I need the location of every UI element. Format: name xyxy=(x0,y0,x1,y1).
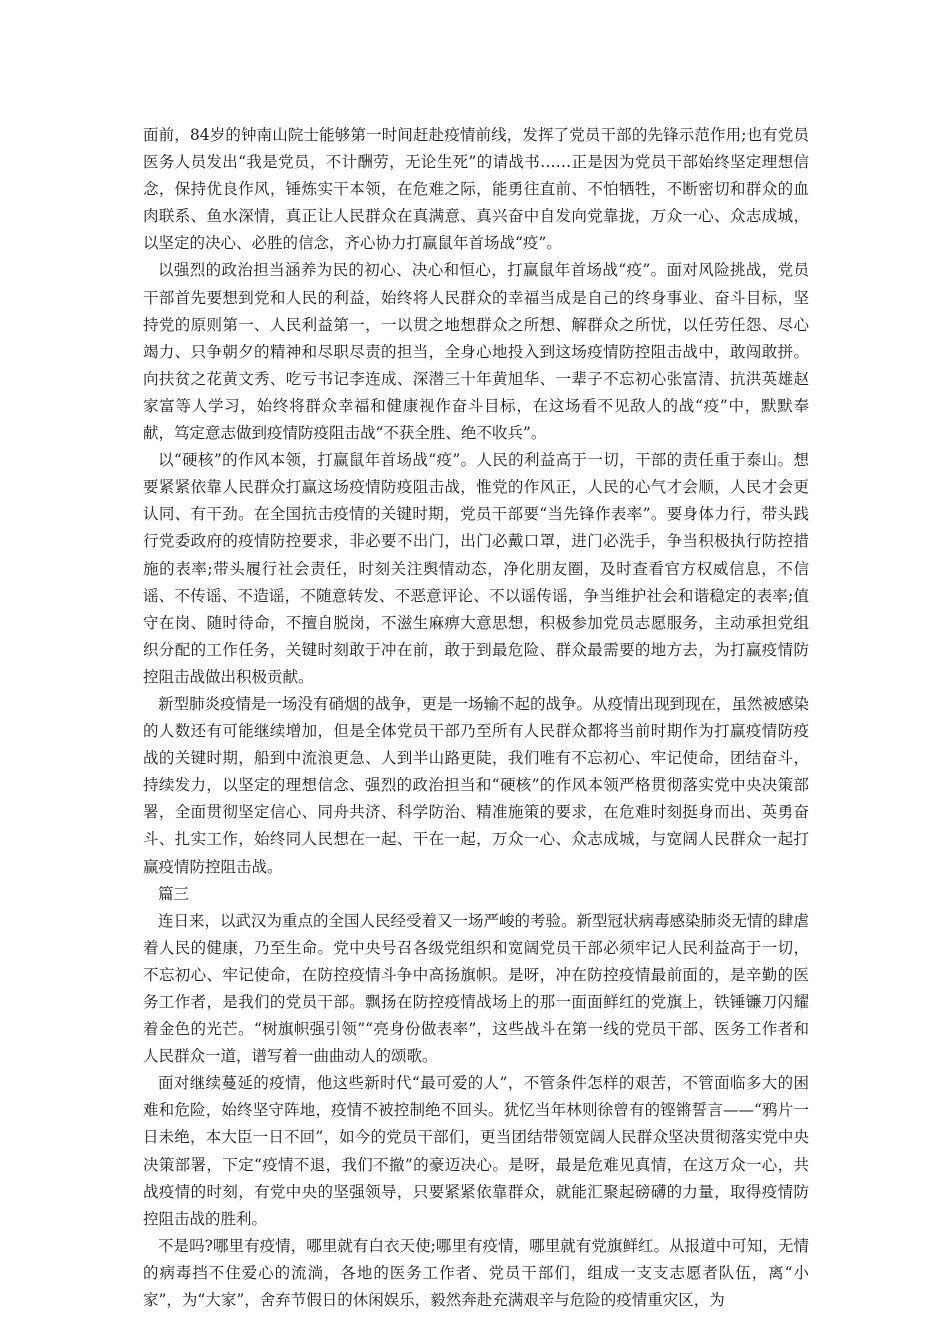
paragraph-work-style: 以“硬核”的作风本领，打赢鼠年首场战“疫”。人民的利益高于一切，干部的责任重于泰山。想要紧紧依靠人民群众打赢这场疫情防疫阻击战，惟党的作风正，人民的心气才会顺，人民才会更认同、有干劲。在全国抗击疫情的关键时期，党员干部要“当先锋作表率”。要身体力行，带头践行党委政府的疫情防控要求，非必要不出门，出门必戴口罩，进门必洗手，争当积极执行防控措施的表率;带头履行社会责任，时刻关注舆情动态，净化朋友圈，及时查看官方权威信息，不信谣、不传谣、不造谣，不随意转发、不恶意评论、不以谣传谣，争当维护社会和谐稳定的表率;值守在岗、随时待命，不擅自脱岗，不滋生麻痹大意思想，积极参加党员志愿服务，主动承担党组织分配的工作任务，关键时刻敢于冲在前，敢于到最危险、群众最需要的地方去，为打赢疫情防控阻击战做出积极贡献。 xyxy=(143,451,809,686)
paragraph-continued: 面前，84岁的钟南山院士能够第一时间赶赴疫情前线，发挥了党员干部的先锋示范作用;也有党员医务人员发出“我是党员，不计酬劳，无论生死”的请战书……正是因为党员干部始终坚定理想信念，保持优良作风，锤炼实干本领，在危难之际，能勇往直前、不怕牺牲，不断密切和群众的血肉联系、鱼水深情，真正让人民群众在真满意、真兴奋中自发向党靠拢，万众一心、众志成城，以坚定的决心、必胜的信念，齐心协力打赢鼠年首场战“疫”。 xyxy=(143,126,809,253)
document-body xyxy=(143,122,809,1314)
paragraph-wuhan-test: 连日来，以武汉为重点的全国人民经受着又一场严峻的考验。新型冠状病毒感染肺炎无情的肆虐着人民的健康，乃至生命。党中央号召各级党组织和宽阔党员干部必须牢记人民利益高于一切，不忘初心、牢记使命，在防控疫情斗争中高扬旗帜。是呀，冲在防控疫情最前面的，是辛勤的医务工作者，是我们的党员干部。飘扬在防控疫情战场上的那一面面鲜红的党旗上，铁锤镰刀闪耀着金色的光芒。“树旗帜强引领”“亮身份做表率”，这些战斗在第一线的党员干部、医务工作者和人民群众一道，谱写着一曲曲动人的颂歌。 xyxy=(143,911,810,1066)
paragraph-white-angels: 不是吗?哪里有疫情，哪里就有白衣天使;哪里有疫情，哪里就有党旗鲜红。从报道中可知，无情的病毒挡不住爱心的流淌，各地的医务工作者、党员干部们，组成一支支志愿者队伍，离“小家”，为“大家”，舍弃节假日的休闲娱乐，毅然奔赴充满艰辛与危险的疫情重灾区，为 xyxy=(143,1236,809,1310)
section-heading-part-three: 篇三 xyxy=(158,884,190,903)
paragraph-loveliest-people: 面对继续蔓延的疫情，他这些新时代“最可爱的人”，不管条件怎样的艰苦，不管面临多大的困难和危险，始终坚守阵地，疫情不被控制绝不回头。犹忆当年林则徐曾有的铿锵誓言——“鸦片一日未绝，本大臣一日不回”，如今的党员干部们，更当团结带领宽阔人民群众坚决贯彻落实党中央决策部署，下定“疫情不退，我们不撤”的豪迈决心。是呀，最是危难见真情，在这万众一心，共战疫情的时刻，有党中央的坚强领导，只要紧紧依靠群众，就能汇聚起磅礴的力量，取得疫情防控阻击战的胜利。 xyxy=(143,1074,809,1228)
paragraph-political-commitment: 以强烈的政治担当涵养为民的初心、决心和恒心，打赢鼠年首场战“疫”。面对风险挑战，党员干部首先要想到党和人民的利益，始终将人民群众的幸福当成是自己的终身事业、奋斗目标，坚持党的原则第一、人民利益第一，一以贯之地想群众之所想、解群众之所忧，以任劳任怨、尽心竭力、只争朝夕的精神和尽职尽责的担当，全身心地投入到这场疫情防控阻击战中，敢闯敢拼。向扶贫之花黄文秀、吃亏书记李连成、深潜三十年黄旭华、一辈子不忘初心张富清、抗洪英雄赵家富等人学习，始终将群众幸福和健康视作奋斗目标，在这场看不见敌人的战“疫”中，默默奉献，笃定意志做到疫情防疫阻击战“不获全胜、绝不收兵”。 xyxy=(143,261,809,443)
paragraph-epidemic-war: 新型肺炎疫情是一场没有硝烟的战争，更是一场输不起的战争。从疫情出现到现在，虽然被感染的人数还有可能继续增加，但是全体党员干部乃至所有人民群众都将当前时期作为打赢疫情防疫战的关键时期，船到中流浪更急、人到半山路更陡，我们唯有不忘初心、牢记使命，团结奋斗，持续发力，以坚定的理想信念、强烈的政治担当和“硬核”的作风本领严格贯彻落实党中央决策部署，全面贯彻坚定信心、同舟共济、科学防治、精准施策的要求，在危难时刻挺身而出、英勇奋斗、扎实工作，始终同人民想在一起、干在一起，万众一心、众志成城，与宽阔人民群众一起打赢疫情防控阻击战。 xyxy=(143,694,810,876)
